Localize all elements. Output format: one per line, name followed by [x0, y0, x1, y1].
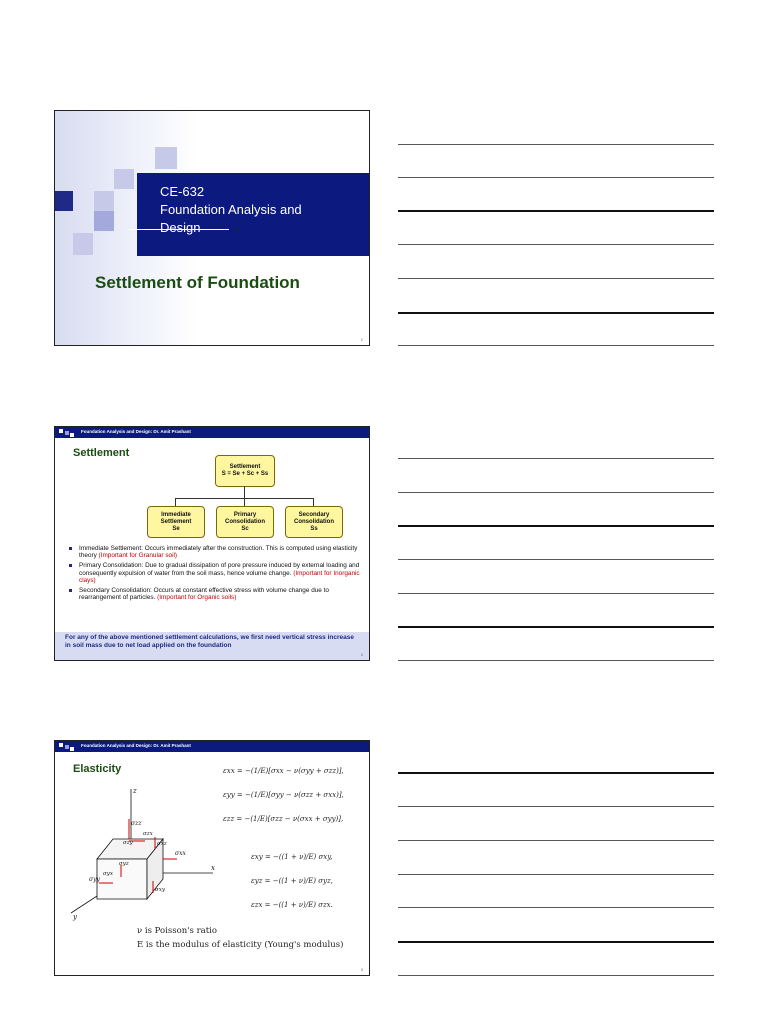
- box-label: Consolidation: [294, 518, 334, 525]
- decor-square: [70, 747, 74, 751]
- slide-number: 2: [360, 652, 363, 657]
- box-symbol: Sc: [241, 525, 249, 532]
- decor-square: [65, 431, 69, 435]
- normal-strain-eq: εxx = −(1/E)[σxx − ν(σyy + σzz)],: [223, 767, 344, 775]
- note-line: [398, 874, 714, 875]
- bullet-list: [67, 545, 362, 604]
- x-axis-label: x: [211, 864, 215, 872]
- note-line: [398, 210, 714, 212]
- bullet-text: Primary Consolidation: Due to gradual dissipation of pore pressure induced by external loading and consequently expulsion of water from the soil mass, hence volume change.: [79, 562, 360, 577]
- slide-number: 3: [360, 967, 363, 972]
- primary-consolidation-box: [216, 506, 274, 538]
- settlement-root-box: [215, 455, 275, 487]
- decor-square: [94, 211, 114, 231]
- stress-label: σzz: [131, 820, 142, 827]
- note-line: [398, 772, 714, 774]
- box-formula: S = Se + Sc + Ss: [221, 471, 269, 477]
- bullet-item: [67, 545, 362, 559]
- decor-square: [59, 429, 63, 433]
- bullet-highlight: (Important for Organic soils): [157, 594, 237, 602]
- box-symbol: Ss: [310, 525, 318, 532]
- y-axis-label: y: [73, 913, 77, 921]
- note-line: [398, 593, 714, 594]
- stress-label: σyz: [119, 861, 129, 867]
- tree-connector: [313, 498, 314, 506]
- bullet-item: [67, 562, 362, 584]
- shear-strain-eq: εyz = −((1 + ν)/E) σyz,: [251, 877, 333, 885]
- stress-cube-diagram: [63, 781, 223, 921]
- bullet-item: [67, 587, 362, 601]
- slide-number: 1: [360, 337, 363, 342]
- decor-square: [155, 147, 177, 169]
- course-title-line: Design: [160, 220, 201, 235]
- note-line: [398, 177, 714, 178]
- note-line: [398, 626, 714, 628]
- slide-2: [54, 426, 370, 661]
- note-text: For any of the above mentioned settlement calculations, we first need vertical stress increase in soil mass due to net load applied on the foundation: [65, 634, 354, 649]
- decor-square: [114, 169, 134, 189]
- note-line: [398, 975, 714, 976]
- note-line: [398, 345, 714, 346]
- z-axis-label: z: [133, 787, 137, 795]
- decor-square: [73, 233, 93, 255]
- immediate-settlement-box: [147, 506, 205, 538]
- slide-title: Settlement: [73, 447, 130, 459]
- course-title-line: Foundation Analysis and: [160, 202, 302, 217]
- box-symbol: Se: [172, 525, 180, 532]
- normal-strain-eq: εyy = −(1/E)[σyy − ν(σzz + σxx)],: [223, 791, 344, 799]
- note-line: [398, 492, 714, 493]
- note-line: [398, 144, 714, 145]
- decor-square: [59, 743, 63, 747]
- note-line: [398, 278, 714, 279]
- note-line: [398, 941, 714, 943]
- decor-square: [65, 745, 69, 749]
- bullet-text: Immediate Settlement: Occurs immediately after the construction. This is computed using elasticity theory: [79, 545, 358, 560]
- tree-connector: [244, 498, 245, 506]
- course-code: CE-632: [160, 184, 205, 199]
- decor-square: [70, 433, 74, 437]
- tree-connector: [175, 498, 176, 506]
- slide-1: [54, 110, 370, 346]
- note-line: [398, 660, 714, 661]
- note-line: [398, 244, 714, 245]
- box-label: Settlement: [160, 518, 192, 525]
- box-label: Immediate: [161, 511, 191, 518]
- note-line: [398, 525, 714, 527]
- header-text: Foundation Analysis and Design: Dr. Amit Prashant: [81, 743, 191, 748]
- poisson-definition: ν is Poisson's ratio: [137, 926, 217, 936]
- box-label: Secondary: [298, 511, 330, 518]
- note-line: [398, 312, 714, 314]
- stress-label: σxx: [175, 850, 186, 857]
- stress-label: σzy: [123, 840, 133, 846]
- stress-label: σyx: [103, 871, 113, 877]
- bullet-highlight: (Important for Granular soil): [98, 552, 178, 560]
- stress-label: σxz: [157, 841, 167, 847]
- stress-label: σxy: [155, 887, 165, 893]
- header-text: Foundation Analysis and Design: Dr. Amit Prashant: [81, 429, 191, 434]
- bullet-highlight: (Important for Inorganic clays): [79, 569, 360, 584]
- box-label: Consolidation: [225, 518, 265, 525]
- box-label: Settlement: [229, 464, 261, 470]
- note-line: [398, 907, 714, 908]
- note-line: [398, 806, 714, 807]
- bullet-text: Secondary Consolidation: Occurs at constant effective stress with volume change due to rearrangement of particles.: [79, 587, 329, 602]
- secondary-consolidation-box: [285, 506, 343, 538]
- note-line: [398, 840, 714, 841]
- course-name: [160, 183, 302, 237]
- slide-3: [54, 740, 370, 976]
- stress-label: σzx: [143, 831, 153, 837]
- shear-strain-eq: εxy = −((1 + ν)/E) σxy,: [251, 853, 333, 861]
- tree-connector: [244, 486, 245, 498]
- modulus-definition: E is the modulus of elasticity (Young's modulus): [137, 940, 344, 950]
- shear-strain-eq: εzx = −((1 + ν)/E) σzx.: [251, 901, 333, 909]
- slide-title: Settlement of Foundation: [95, 273, 300, 292]
- decor-square: [94, 191, 114, 211]
- stress-label: σyy: [89, 876, 100, 883]
- box-label: Primary: [233, 511, 257, 518]
- note-line: [398, 458, 714, 459]
- slide-title: Elasticity: [73, 763, 122, 775]
- normal-strain-eq: εzz = −(1/E)[σzz − ν(σxx + σyy)],: [223, 815, 344, 823]
- note-line: [398, 559, 714, 560]
- decor-square: [55, 191, 73, 211]
